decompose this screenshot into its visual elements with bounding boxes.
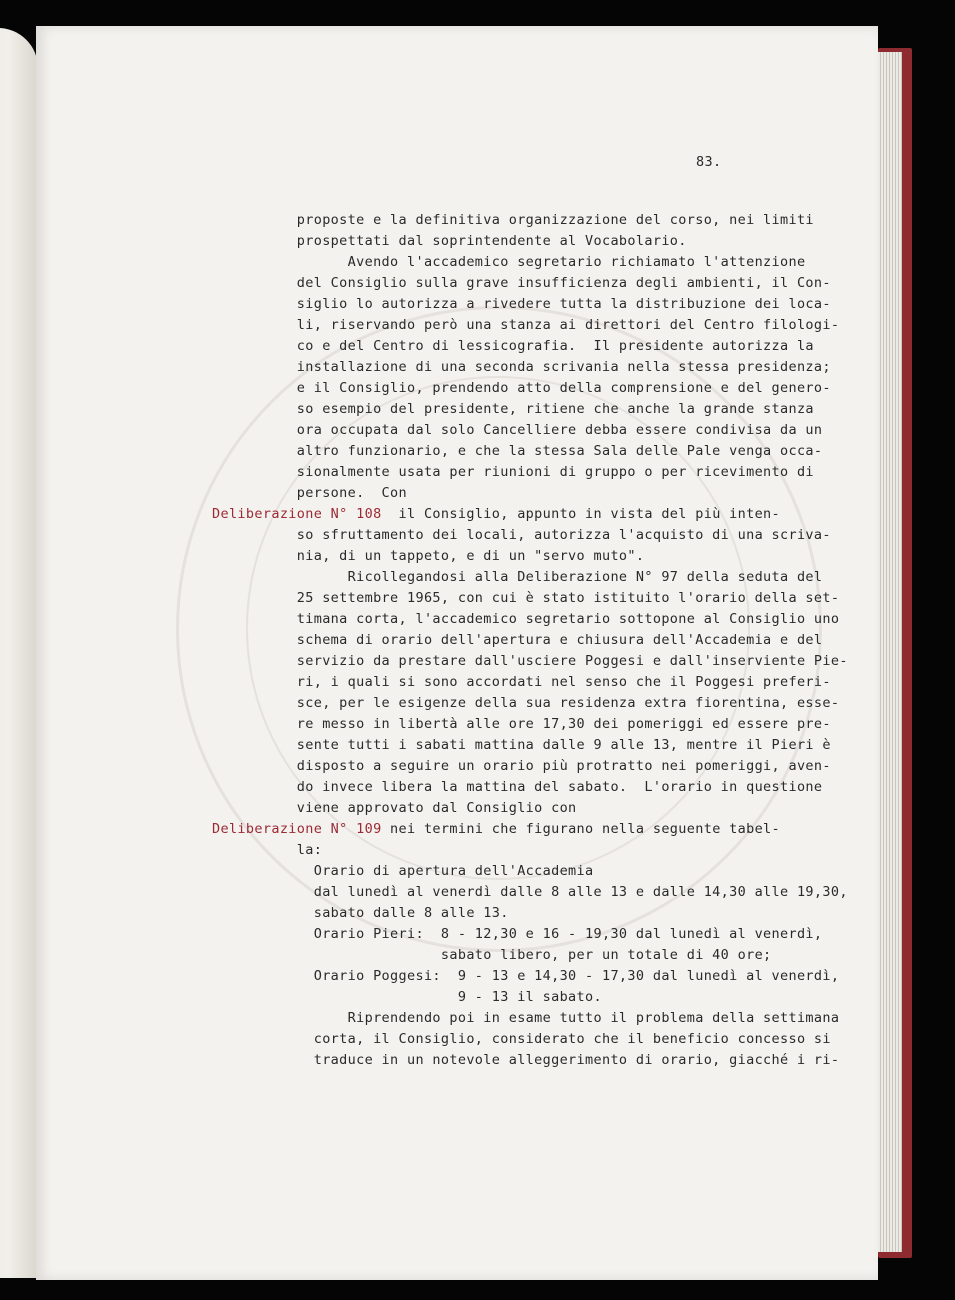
line-text: altro funzionario, e che la stessa Sala delle Pale venga occa- (212, 443, 823, 459)
line-text: Riprendendo poi in esame tutto il problema della settimana (212, 1010, 840, 1026)
text-line (212, 294, 848, 315)
line-text: so esempio del presidente, ritiene che anche la grande stanza (212, 401, 814, 417)
text-line (212, 987, 848, 1008)
line-text: il Consiglio, appunto in vista del più inten- (381, 506, 781, 522)
line-text: sce, per le esigenze della sua residenza extra fiorentina, esse- (212, 695, 840, 711)
line-text: proposte e la definitiva organizzazione del corso, nei limiti (212, 212, 814, 228)
text-line (212, 399, 848, 420)
text-line (212, 945, 848, 966)
page-number: 83. (696, 154, 722, 170)
line-text: ri, i quali si sono accordati nel senso che il Poggesi preferi- (212, 674, 831, 690)
text-line (212, 483, 848, 504)
line-text: viene approvato dal Consiglio con (212, 800, 577, 816)
text-line (212, 840, 848, 861)
line-text: so sfruttamento dei locali, autorizza l'acquisto di una scriva- (212, 527, 831, 543)
line-text: sente tutti i sabati mattina dalle 9 alle 13, mentre il Pieri è (212, 737, 831, 753)
line-text: persone. Con (212, 485, 407, 501)
line-text: li, riservando però una stanza ai direttori del Centro filologi- (212, 317, 840, 333)
line-text: nei termini che figurano nella seguente tabel- (381, 821, 781, 837)
text-line (212, 966, 848, 987)
line-text: Ricollegandosi alla Deliberazione N° 97 della seduta del (212, 569, 823, 585)
text-line (212, 903, 848, 924)
text-line (212, 735, 848, 756)
line-text: Orario Poggesi: 9 - 13 e 14,30 - 17,30 dal lunedì al venerdì, (212, 968, 840, 984)
line-text: sabato libero, per un totale di 40 ore; (212, 947, 772, 963)
text-line (212, 357, 848, 378)
line-text: e il Consiglio, prendendo atto della comprensione e del genero- (212, 380, 831, 396)
text-line (212, 693, 848, 714)
text-line (212, 924, 848, 945)
text-line (212, 1008, 848, 1029)
text-line (212, 315, 848, 336)
line-text: timana corta, l'accademico segretario sottopone al Consiglio uno (212, 611, 840, 627)
text-line (212, 273, 848, 294)
text-line (212, 441, 848, 462)
text-line (212, 588, 848, 609)
text-line (212, 798, 848, 819)
text-line (212, 252, 848, 273)
line-text: prospettati dal soprintendente al Vocabolario. (212, 233, 687, 249)
line-text: disposto a seguire un orario più protratto nei pomeriggi, aven- (212, 758, 831, 774)
line-text: nia, di un tappeto, e di un "servo muto". (212, 548, 645, 564)
text-line (212, 672, 848, 693)
line-text: Orario Pieri: 8 - 12,30 e 16 - 19,30 dal lunedì al venerdì, (212, 926, 823, 942)
text-line (212, 1029, 848, 1050)
text-line (212, 756, 848, 777)
line-text: corta, il Consiglio, considerato che il beneficio concesso si (212, 1031, 831, 1047)
text-line (212, 882, 848, 903)
text-line (212, 1050, 848, 1071)
deliberation-margin-note: Deliberazione N° 109 (212, 821, 382, 837)
text-line (212, 819, 848, 840)
text-line (212, 714, 848, 735)
text-line (212, 378, 848, 399)
line-text: schema di orario dell'apertura e chiusura dell'Accademia e del (212, 632, 823, 648)
line-text: Orario di apertura dell'Accademia (212, 863, 594, 879)
line-text: dal lunedì al venerdì dalle 8 alle 13 e dalle 14,30 alle 19,30, (212, 884, 848, 900)
line-text: servizio da prestare dall'usciere Poggesi e dall'inserviente Pie- (212, 653, 848, 669)
text-line (212, 336, 848, 357)
line-text: co e del Centro di lessicografia. Il presidente autorizza la (212, 338, 814, 354)
text-line (212, 651, 848, 672)
text-line (212, 504, 848, 525)
line-text: do invece libera la mattina del sabato. L'orario in questione (212, 779, 823, 795)
document-page (36, 26, 878, 1280)
line-text: re messo in libertà alle ore 17,30 dei pomeriggi ed essere pre- (212, 716, 831, 732)
line-text: siglio lo autorizza a rivedere tutta la distribuzione dei loca- (212, 296, 831, 312)
facing-page-edge (0, 28, 38, 1278)
line-text: Avendo l'accademico segretario richiamato l'attenzione (212, 254, 806, 270)
text-line (212, 609, 848, 630)
line-text: sabato dalle 8 alle 13. (212, 905, 509, 921)
text-line (212, 462, 848, 483)
line-text: 9 - 13 il sabato. (212, 989, 602, 1005)
text-line (212, 567, 848, 588)
line-text: 25 settembre 1965, con cui è stato istituito l'orario della set- (212, 590, 840, 606)
line-text: sionalmente usata per riunioni di gruppo o per ricevimento di (212, 464, 814, 480)
line-text: ora occupata dal solo Cancelliere debba essere condivisa da un (212, 422, 823, 438)
text-line (212, 210, 848, 231)
text-line (212, 525, 848, 546)
text-line (212, 861, 848, 882)
text-line (212, 231, 848, 252)
text-line (212, 630, 848, 651)
text-line (212, 546, 848, 567)
deliberation-margin-note: Deliberazione N° 108 (212, 506, 382, 522)
text-line (212, 420, 848, 441)
line-text: traduce in un notevole alleggerimento di orario, giacché i ri- (212, 1052, 840, 1068)
text-line (212, 777, 848, 798)
page-body-text (212, 210, 848, 1071)
line-text: del Consiglio sulla grave insufficienza degli ambienti, il Con- (212, 275, 831, 291)
line-text: la: (212, 842, 323, 858)
line-text: installazione di una seconda scrivania nella stessa presidenza; (212, 359, 831, 375)
